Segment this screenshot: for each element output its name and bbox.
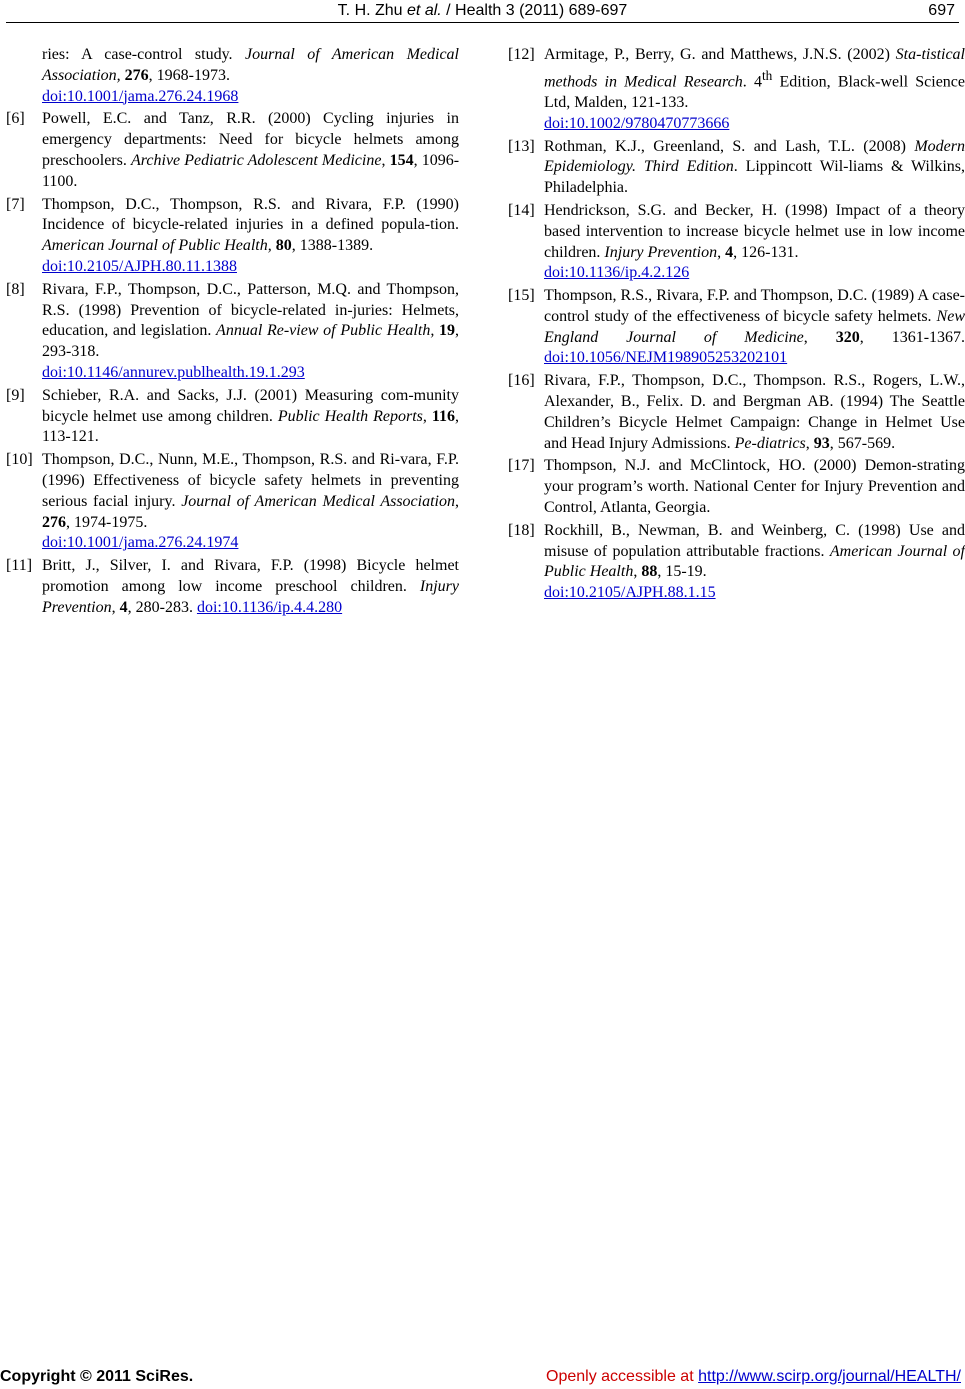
doi-link[interactable]: doi:10.1001/jama.276.24.1968 [42,87,239,105]
right-column [508,45,965,606]
reference-continuation: ries: A case-control study. Journal of American Medical Association, 276, 1968-1973. doi:10.1001/jama.276.24.1968 [42,46,459,105]
reference-text: Rothman, K.J., Greenland, S. and Lash, T.L. (2008) Modern Epidemiology. Third Edition. Lippincott Wil-liams & Wilkins, Philadelphia. [544,137,965,197]
journal-title: Modern Epidemiology. Third Edition [544,137,965,176]
doi-link[interactable]: doi:10.1136/ip.4.4.280 [196,598,343,616]
page-header [0,0,965,24]
journal-title: Journal of American Medical Association [181,492,455,510]
journal-title: Injury Prevention [42,577,459,616]
doi-link[interactable]: doi:10.1146/annurev.publhealth.19.1.293 [42,363,305,381]
reference-number: [6] [6,110,25,128]
volume: 154 [389,151,414,169]
running-head-etal: et al. [407,2,442,19]
reference-number: [16] [508,372,535,390]
reference-number: [15] [508,287,535,305]
reference-number: [17] [508,457,535,475]
reference-number: [13] [508,137,535,155]
reference-entry [508,521,965,604]
volume: 80 [275,237,292,255]
journal-title: Archive Pediatric Adolescent Medicine [130,151,382,169]
journal-title: American Journal of Public Health [544,542,965,581]
running-head-journal: / Health 3 (2011) 689-697 [441,2,628,19]
reference-entry [508,45,965,135]
reference-entry [508,137,965,199]
volume: 88 [641,563,658,581]
reference-text: Rivara, F.P., Thompson, D.C., Patterson, M.Q. and Thompson, R.S. (1998) Prevention of bicycle-related in-juries: Helmets, education, and legislation. Annual Re-view of Public Health, 19, 293-318. doi:10.1146/annurev.publhealth.19.1.293 [42,280,460,381]
journal-url-link[interactable]: http://www.scirp.org/journal/HEALTH/ [698,1368,961,1385]
running-head-authors: T. H. Zhu [337,2,408,19]
reference-number: [18] [508,521,535,539]
reference-entry [6,195,459,278]
reference-text: Powell, E.C. and Tanz, R.R. (2000) Cycling injuries in emergency departments: Need for bicycle helmets among preschoolers. Archive Pediatric Adolescent Medicine, 154, 1096-1100. [42,110,460,190]
reference-entry [508,286,965,369]
reference-text: Hendrickson, S.G. and Becker, H. (1998) Impact of a theory based intervention to increase bicycle helmet use in low income children. Injury Prevention, 4, 126-131. doi:10.1136/ip.4.2.126 [544,201,965,282]
reference-text: Thompson, N.J. and McClintock, HO. (2000) Demon-strating your program’s worth. National Center for Injury Prevention and Control, Atlanta, Georgia. [544,457,965,517]
copyright-notice: Copyright © 2011 SciRes. [0,1368,194,1385]
reference-number: [11] [6,557,33,575]
reference-number: [8] [6,280,25,298]
reference-number: [7] [6,195,25,213]
reference-entry [6,280,459,384]
volume: 276 [42,513,66,531]
header-rule [6,22,959,23]
reference-text: Rivara, F.P., Thompson, D.C., Thompson. R.S., Rogers, L.W., Alexander, B., Felix. D. and Bergman AB. (1994) The Seattle Children’s Bicycle Helmet Campaign: Change in Helmet Use and Head Injury Admissions. Pe-diatrics, 93, 567-569. [544,372,965,452]
doi-link[interactable]: doi:10.2105/AJPH.88.1.15 [544,584,716,602]
reference-entry [508,201,965,284]
journal-title: Public Health Reports [277,407,423,425]
page-number: 697 [928,2,955,19]
reference-number: [10] [6,451,33,469]
left-reference-list [6,109,459,618]
reference-text: Thompson, D.C., Thompson, R.S. and Rivara, F.P. (1990) Incidence of bicycle-related injuries in a defined popula-tion. American Journal of Public Health, 80, 1388-1389. doi:10.2105/AJPH.80.11.1388 [42,195,459,275]
reference-entry [6,109,459,192]
journal-title: New England Journal of Medicine [544,307,965,346]
page-footer [0,1366,965,1388]
right-reference-list [508,45,965,604]
doi-link[interactable]: doi:10.1056/NEJM198905253202101 [544,349,788,367]
left-column [6,45,459,621]
journal-title: Sta-tistical methods in Medical Research [544,46,965,91]
reference-entry [508,456,965,518]
doi-link[interactable]: doi:10.1001/jama.276.24.1974 [42,534,239,552]
doi-link[interactable]: doi:10.1002/9780470773666 [544,114,730,132]
doi-link[interactable]: doi:10.1136/ip.4.2.126 [544,264,690,282]
reference-number: [14] [508,201,535,219]
reference-entry [6,450,459,554]
journal-title: Annual Re-view of Public Health, [216,322,435,340]
reference-entry [6,386,459,448]
volume: 19 [439,322,456,340]
volume: 4 [119,598,128,616]
reference-text: Thompson, R.S., Rivara, F.P. and Thompson, D.C. (1989) A case-control study of the effectiveness of bicycle safety helmets. New England Journal of Medicine, 320, 1361-1367. doi:10.1056/NEJM198905253202101 [544,287,965,367]
reference-entry [508,371,965,454]
journal-title: Injury Prevention [604,243,718,261]
doi-link[interactable]: doi:10.2105/AJPH.80.11.1388 [42,257,237,275]
reference-number: [12] [508,46,535,63]
volume: 320 [835,328,860,346]
reference-entry [6,556,459,618]
journal-title: American Journal of Public Health, [42,237,272,255]
reference-text: Armitage, P., Berry, G. and Matthews, J.N.S. (2002) Sta-tistical methods in Medical Research. 4th Edition, Black-well Science Ltd, Malden, 121-133. doi:10.1002/9780470773666 [544,46,965,132]
volume: 93 [813,434,830,452]
reference-text: Rockhill, B., Newman, B. and Weinberg, C. (1998) Use and misuse of population attributable fractions. American Journal of Public Health, 88, 15-19. doi:10.2105/AJPH.88.1.15 [544,521,965,602]
journal-title: Pe-diatrics [734,434,806,452]
reference-text: Britt, J., Silver, I. and Rivara, F.P. (1998) Bicycle helmet promotion among low income preschool children. Injury Prevention, 4, 280-283. doi:10.1136/ip.4.4.280 [42,557,459,616]
reference-number: [9] [6,386,25,404]
volume: 116 [431,407,455,425]
running-head [0,2,965,20]
volume: 4 [725,243,734,261]
open-access-notice: Openly accessible at http://www.scirp.org/journal/HEALTH/ [546,1368,961,1385]
reference-text: Thompson, D.C., Nunn, M.E., Thompson, R.S. and Ri-vara, F.P. (1996) Effectiveness of bicycle safety helmets in preventing serious facial injury. Journal of American Medical Association, 276, 1974-1975. doi:10.1001/jama.276.24.1974 [42,451,459,552]
reference-text: Schieber, R.A. and Sacks, J.J. (2001) Measuring com-munity bicycle helmet use among children. Public Health Reports, 116, 113-121. [42,386,459,446]
